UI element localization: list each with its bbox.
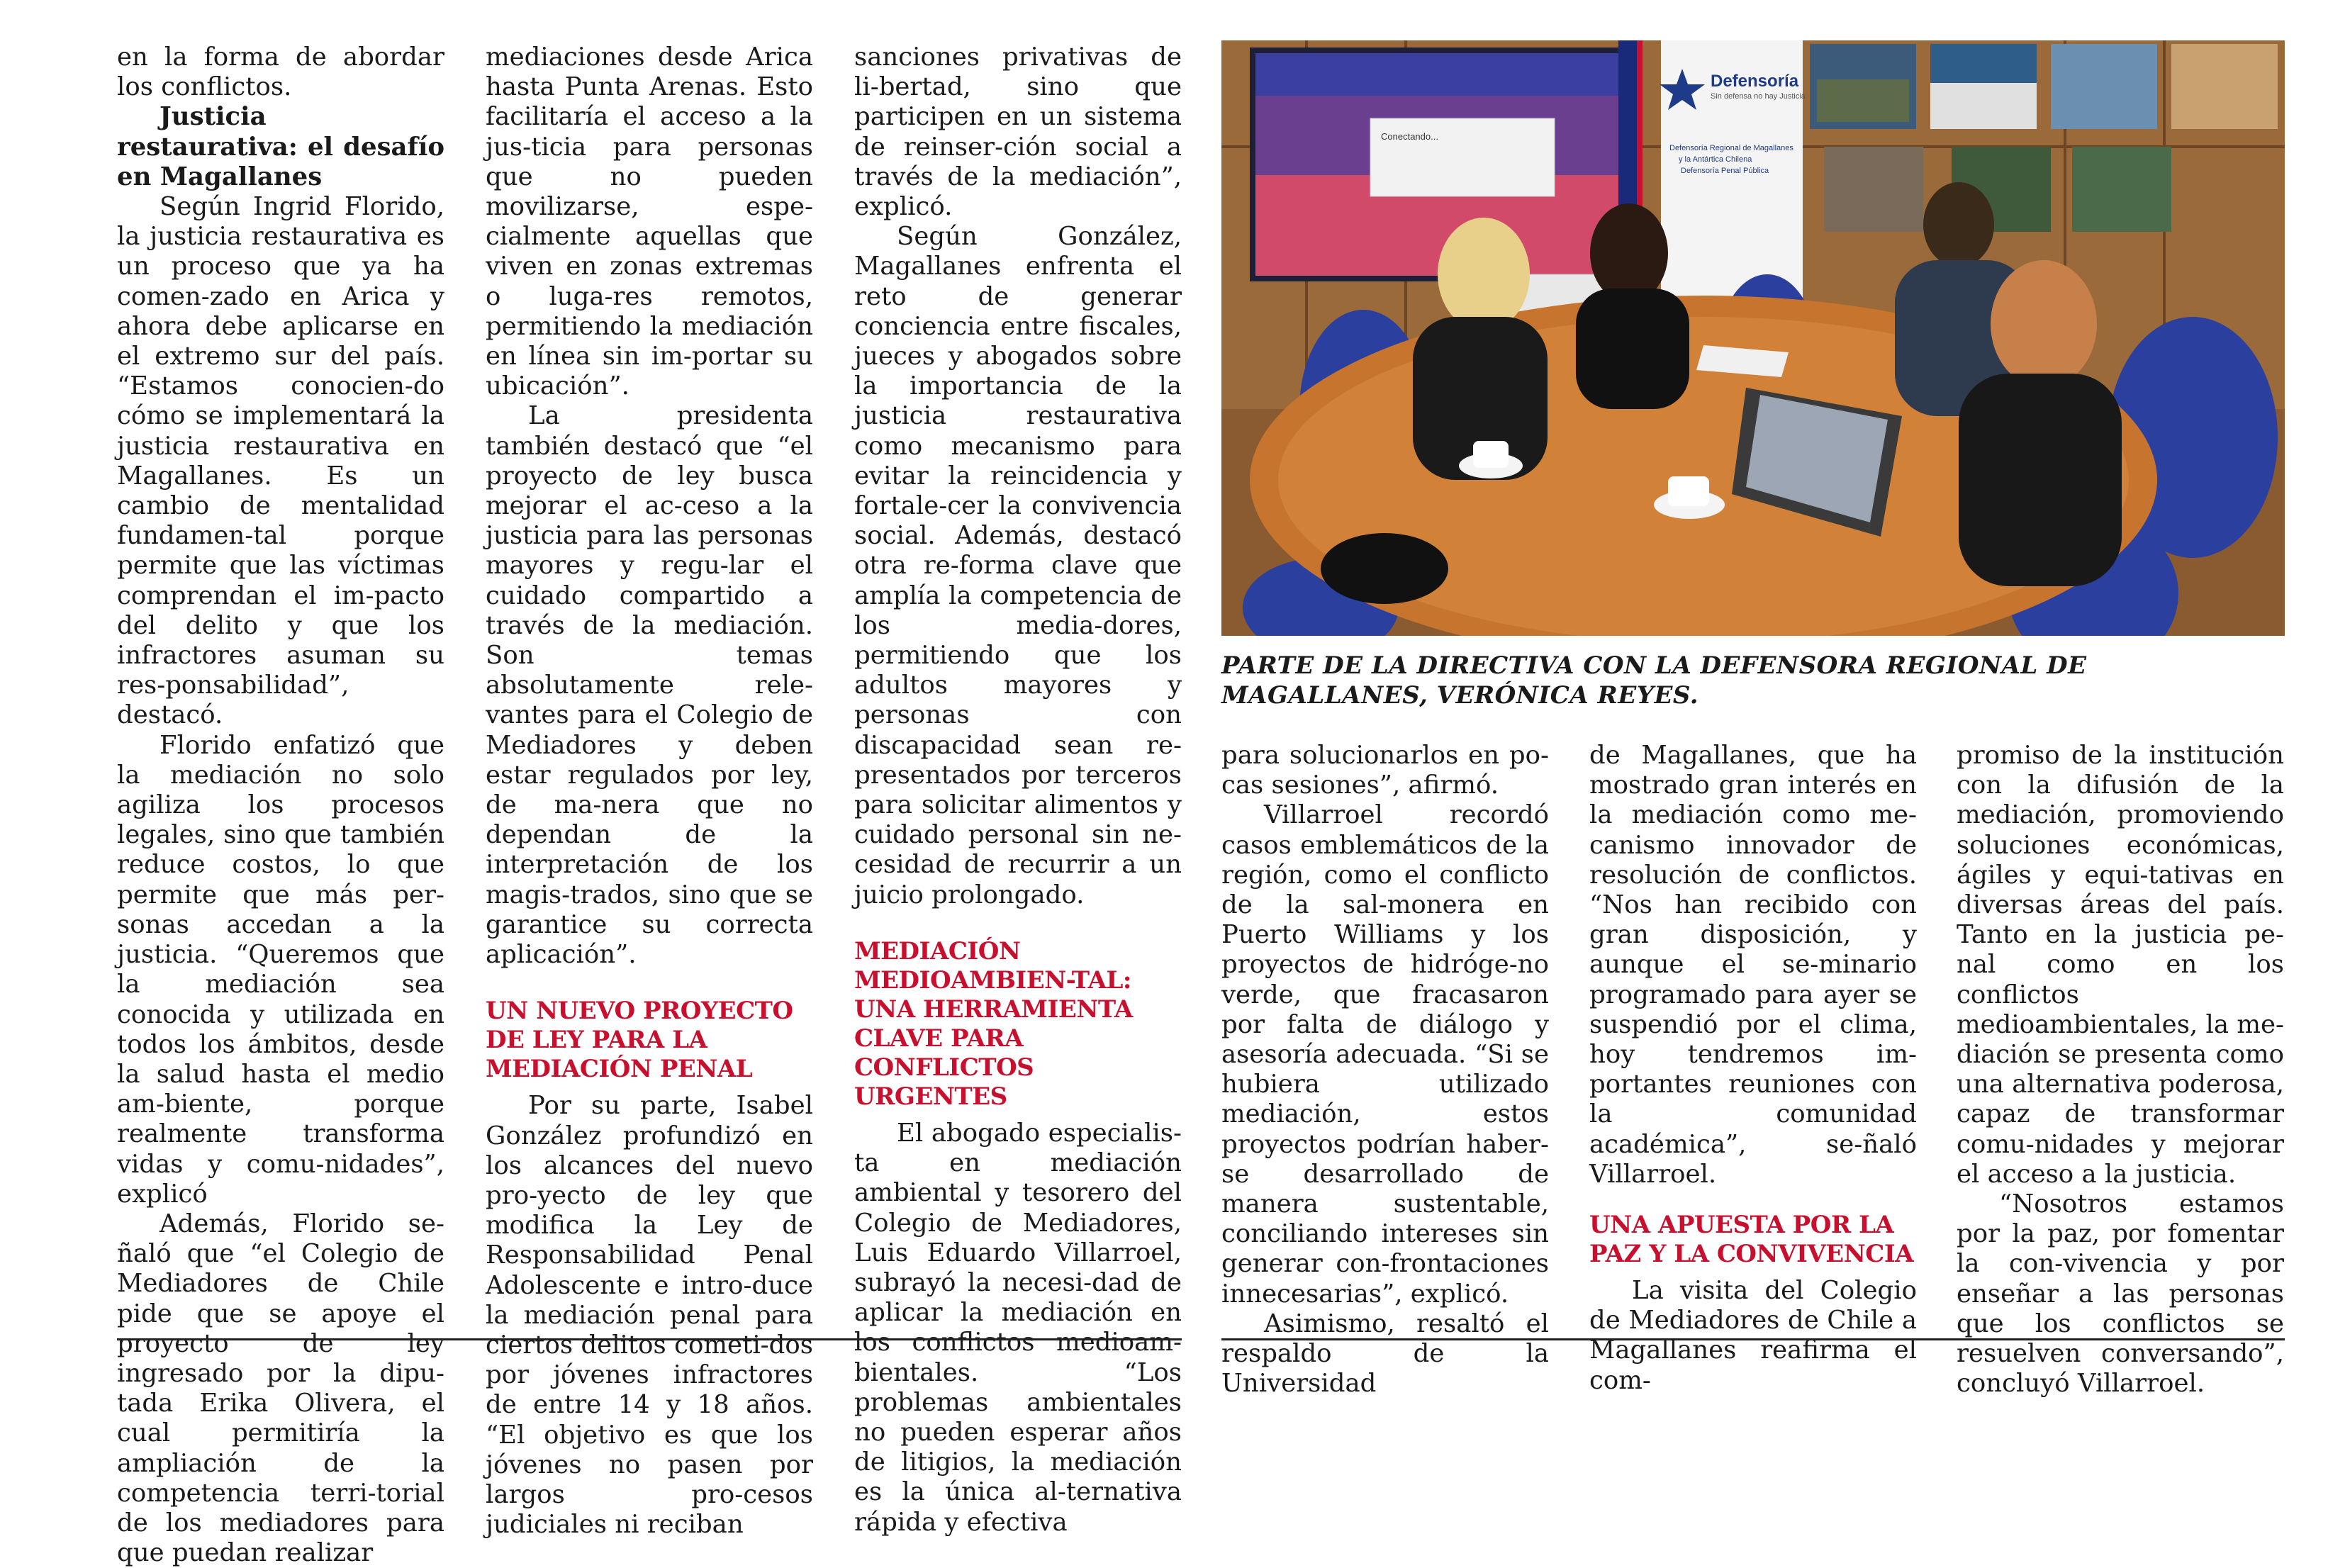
paragraph: Según Ingrid Florido, la justicia restaurativa es un proceso que ya ha comen-zado en Arica y ahora debe aplicarse en el extremo sur del país. “Estamos conocien-do cómo se implementará la justicia restaurativa en Magallanes. Es un cambio de mentalidad fundamen-tal porque permite que las víctimas comprendan el im-pacto del delito y que los infractores asuman su res-ponsabilidad”, destacó. bbox=[117, 192, 444, 730]
banner-brand: Defensoría bbox=[1711, 72, 1799, 91]
article-column-2 bbox=[486, 43, 813, 1540]
paragraph: Villarroel recordó casos emblemáticos de la región, como el conflicto de la sal-monera en Puerto Williams y los proyectos de hidróge-no verde, que fracasaron por falta de diálogo y asesoría adecuada. “Si se hubiera utilizado mediación, estos proyectos podrían haber-se desarrollado de manera sustentable, conciliando intereses sin generar con-frontaciones innecesarias”, explicó. bbox=[1221, 800, 1549, 1309]
paragraph: La visita del Colegio de Mediadores de Chile a Magallanes reafirma el com- bbox=[1589, 1276, 1917, 1395]
paragraph: sanciones privativas de li-bertad, sino que participen en un sistema de reinser-ción social a través de la mediación”, explicó. bbox=[854, 43, 1182, 222]
article-column-6 bbox=[1957, 741, 2284, 1399]
photo-caption: PARTE DE LA DIRECTIVA CON LA DEFENSORA REGIONAL DE MAGALLANES, VERÓNICA REYES. bbox=[1221, 651, 2087, 710]
paragraph: Además, Florido se-ñaló que “el Colegio de Mediadores de Chile pide que se apoye el proyecto de ley ingresado por la dipu-tada Erika Olivera, el cual permitiría la ampliación de la competencia terri-torial de los mediadores para que puedan realizar bbox=[117, 1209, 444, 1568]
banner-tagline: Sin defensa no hay Justicia bbox=[1711, 92, 1806, 101]
paragraph: para solucionarlos en po-cas sesiones”, afirmó. bbox=[1221, 741, 1549, 800]
bottom-rule bbox=[117, 1338, 1182, 1340]
paragraph: La presidenta también destacó que “el proyecto de ley busca mejorar el ac-ceso a la justicia para las personas mayores y regu-lar el cuidado compartido a través de la mediación. Son temas absolutamente rele-vantes para el Colegio de Mediadores y deben estar regulados por ley, de ma-nera que no dependan de la interpretación de los magis-trados, sino que se garantice su correcta aplicación”. bbox=[486, 401, 813, 970]
screen-text: Conectando... bbox=[1381, 131, 1438, 142]
section-heading: UN NUEVO PROYECTO DE LEY PARA LA MEDIACIÓN PENAL bbox=[486, 997, 793, 1084]
paragraph: Por su parte, Isabel González profundizó en los alcances del nuevo pro-yecto de ley que modifica la Ley de Responsabilidad Penal Adolescente e intro-duce la mediación penal para ciertos delitos cometi-dos por jóvenes infractores de entre 14 y 18 años. “El objetivo es que los jóvenes no pasen por largos pro-cesos judiciales ni reciban bbox=[486, 1091, 813, 1540]
paragraph: mediaciones desde Arica hasta Punta Arenas. Esto facilitaría el acceso a la jus-ticia para personas que no pueden movilizarse, espe-cialmente aquellas que viven en zonas extremas o luga-res remotos, permitiendo la mediación en línea sin im-portar su ubicación”. bbox=[486, 43, 813, 401]
banner-line: Defensoría Regional de Magallanes bbox=[1669, 144, 1793, 152]
paragraph: Según González, Magallanes enfrenta el reto de generar conciencia entre fiscales, jueces y abogados sobre la importancia de la justicia restaurativa como mecanismo para evitar la reincidencia y fortale-cer la convivencia social. Además, destacó otra re-forma clave que amplía la competencia de los media-dores, permitiendo que los adultos mayores y personas con discapacidad sean re-presentados por terceros para solicitar alimentos y cuidado personal sin ne-cesidad de recurrir a un juicio prolongado. bbox=[854, 222, 1182, 909]
section-heading: UNA APUESTA POR LA PAZ Y LA CONVIVENCIA bbox=[1589, 1211, 1914, 1269]
article-photo bbox=[1221, 40, 2285, 636]
article-column-4 bbox=[1221, 741, 1549, 1399]
paragraph: en la forma de abordar los conflictos. bbox=[117, 43, 444, 102]
subheading: Justicia restaurativa: el desafío en Magallanes bbox=[117, 102, 444, 191]
article-column-5 bbox=[1589, 741, 1917, 1396]
paragraph: Asimismo, resaltó el respaldo de la Universidad bbox=[1221, 1309, 1549, 1399]
banner-line: Defensoría Penal Pública bbox=[1681, 167, 1769, 175]
paragraph: El abogado especialis-ta en mediación ambiental y tesorero del Colegio de Mediadores, Luis Eduardo Villarroel, subrayó la necesi-dad de aplicar la mediación en los conflictos medioam-bientales. “Los problemas ambientales no pueden esperar años de litigios, la mediación es la única al-ternativa rápida y efectiva bbox=[854, 1118, 1182, 1537]
paragraph: “Nosotros estamos por la paz, por fomentar la con-vivencia y por enseñar a las personas que los conflictos se resuelven conversando”, concluyó Villarroel. bbox=[1957, 1189, 2284, 1399]
bottom-rule bbox=[1221, 1338, 2285, 1340]
paragraph: Florido enfatizó que la mediación no solo agiliza los procesos legales, sino que también reduce costos, lo que permite que más per-sonas accedan a la justicia. “Queremos que la mediación sea conocida y utilizada en todos los ámbitos, desde la salud hasta el medio am-biente, porque realmente transforma vidas y comu-nidades”, explicó bbox=[117, 730, 444, 1209]
paragraph: de Magallanes, que ha mostrado gran interés en la mediación como me-canismo innovador de resolución de conflictos. “Nos han recibido con gran disposición, y aunque el se-minario programado para ayer se suspendió por el clima, hoy tendremos im-portantes reuniones con la comunidad académica”, se-ñaló Villarroel. bbox=[1589, 741, 1917, 1189]
section-heading: MEDIACIÓN MEDIOAMBIEN-TAL: UNA HERRAMIENTA CLAVE PARA CONFLICTOS URGENTES bbox=[854, 936, 1133, 1111]
banner-line: y la Antártica Chilena bbox=[1679, 155, 1752, 164]
paragraph: promiso de la institución con la difusión de la mediación, promoviendo soluciones económicas, ágiles y equi-tativas en diversas áreas del país. Tanto en la justicia pe-nal como en los conflictos medioambientales, la me-diación se presenta como una alternativa poderosa, capaz de transformar comu-nidades y mejorar el acceso a la justicia. bbox=[1957, 741, 2284, 1189]
article-column-3 bbox=[854, 43, 1182, 1538]
